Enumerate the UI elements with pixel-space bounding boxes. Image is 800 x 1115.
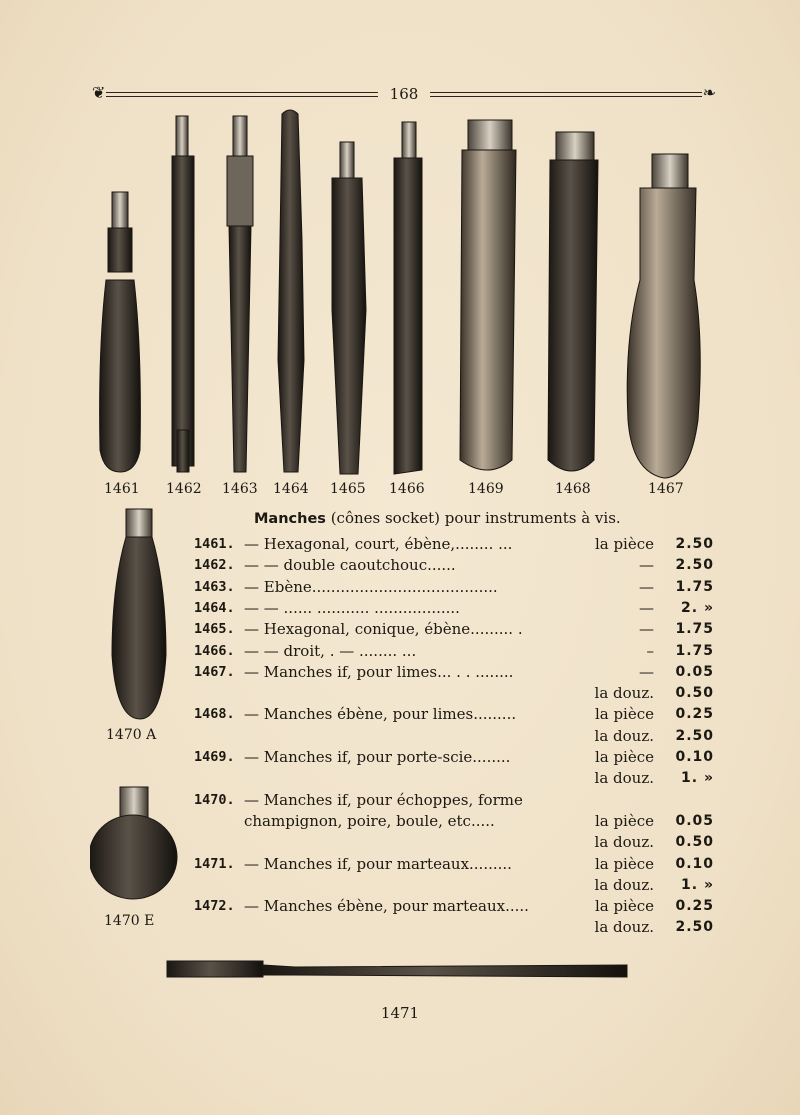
list-item: [194, 854, 714, 875]
side-figures-illustration: [90, 505, 190, 925]
header-rule-right: [430, 92, 702, 97]
figure-label-1470e: 1470 E: [104, 913, 155, 929]
item-unit: —: [639, 620, 654, 639]
handle-1471-illustration: [165, 955, 635, 985]
item-unit: la pièce: [594, 811, 654, 830]
fleuron-icon: ❧: [702, 83, 716, 102]
list-item: [194, 896, 714, 917]
list-item: [194, 917, 714, 938]
item-description: — Manches if, pour marteaux.........: [244, 854, 512, 873]
header-rule-left: [106, 92, 378, 97]
tool-label: 1467: [648, 481, 684, 497]
tool-label: 1463: [222, 481, 258, 497]
item-description: — — droit, . — ........ ...: [244, 641, 417, 660]
handle-1463: [227, 116, 253, 472]
item-number: 1470.: [194, 791, 235, 808]
item-description: — Hexagonal, conique, ébène......... .: [244, 620, 523, 639]
page-number: 168: [389, 85, 419, 103]
item-number: 1467.: [194, 663, 235, 680]
list-item: [194, 641, 714, 662]
item-price: 2.50: [675, 919, 714, 936]
list-item: [194, 555, 714, 576]
list-item: [194, 747, 714, 768]
item-number: 1463.: [194, 578, 235, 595]
handle-1468: [548, 132, 598, 471]
item-description: — Manches if, pour échoppes, forme: [244, 790, 523, 809]
handle-1462: [172, 116, 194, 472]
list-item: [194, 683, 714, 704]
item-unit: la douz.: [594, 918, 654, 937]
list-item: [194, 832, 714, 853]
tool-labels: [0, 481, 800, 501]
list-item: [194, 619, 714, 640]
item-unit: –: [646, 641, 654, 660]
handle-1461: [100, 192, 141, 472]
list-item: [194, 790, 714, 811]
item-price: 0.05: [675, 663, 714, 680]
item-price: 1. »: [681, 876, 714, 893]
item-unit: la douz.: [594, 684, 654, 703]
item-price: 0.25: [675, 706, 714, 723]
item-unit: la pièce: [594, 535, 654, 553]
item-description: — — ...... ........... ..................: [244, 598, 460, 617]
item-unit: la pièce: [594, 748, 654, 766]
handle-1467: [627, 154, 700, 478]
handle-1464: [278, 110, 304, 472]
heading-bold: Manches: [254, 511, 326, 527]
list-item: [194, 577, 714, 598]
item-number: 1461.: [194, 536, 235, 552]
item-number: 1466.: [194, 642, 235, 659]
item-unit: la pièce: [594, 854, 654, 873]
item-description: — Manches ébène, pour limes.........: [244, 705, 517, 724]
item-price: 2.50: [675, 557, 714, 574]
figure-label-1470a: 1470 A: [106, 727, 157, 743]
item-unit: la douz.: [594, 833, 654, 852]
item-number: 1468.: [194, 706, 235, 723]
item-description: — — double caoutchouc......: [244, 556, 456, 575]
handle-1469: [460, 120, 516, 470]
list-item: [194, 534, 714, 555]
item-price: 0.25: [675, 898, 714, 915]
tool-label: 1466: [389, 481, 425, 497]
item-unit: la douz.: [594, 769, 654, 788]
item-number: 1471.: [194, 855, 235, 872]
section-heading: [254, 508, 621, 530]
handle-1470A-body: [112, 509, 166, 719]
item-price: 2. »: [681, 599, 714, 616]
handle-1465: [332, 142, 366, 474]
list-item: [194, 704, 714, 725]
item-description: — Ebène.......................................: [244, 577, 498, 596]
item-price: 2.50: [675, 536, 714, 552]
item-unit: la pièce: [594, 705, 654, 724]
list-item: [194, 768, 714, 789]
item-unit: —: [639, 577, 654, 596]
item-unit: —: [639, 598, 654, 617]
item-number: 1472.: [194, 898, 235, 915]
item-unit: la pièce: [594, 897, 654, 916]
item-number: 1469.: [194, 749, 235, 765]
item-unit: —: [639, 556, 654, 575]
item-description: — Manches if, pour porte-scie........: [244, 748, 511, 766]
item-description: champignon, poire, boule, etc.....: [244, 811, 495, 830]
list-item: [194, 875, 714, 896]
tool-label: 1462: [166, 481, 202, 497]
item-price: 1.75: [675, 642, 714, 659]
tool-label: 1469: [468, 481, 504, 497]
list-item: [194, 662, 714, 683]
item-unit: la douz.: [594, 726, 654, 745]
list-item: [194, 811, 714, 832]
figure-number: 1471: [380, 1004, 420, 1022]
tool-label: 1461: [104, 481, 140, 497]
item-unit: la douz.: [594, 875, 654, 894]
item-description: — Manches ébène, pour marteaux.....: [244, 897, 529, 916]
item-price: 1.75: [675, 621, 714, 638]
item-price: 0.50: [675, 834, 714, 851]
item-unit: —: [639, 662, 654, 681]
item-description: — Manches if, pour limes... . . ........: [244, 662, 514, 681]
item-price: 0.50: [675, 685, 714, 702]
list-item: [194, 598, 714, 619]
item-number: 1462.: [194, 557, 235, 574]
tool-label: 1464: [273, 481, 309, 497]
tool-handles-illustration: [0, 100, 800, 500]
tool-label: 1465: [330, 481, 366, 497]
tool-label: 1468: [555, 481, 591, 497]
handle-1470E-body: [90, 787, 177, 899]
item-price: 1.75: [675, 578, 714, 595]
item-number: 1464.: [194, 599, 235, 616]
list-item: [194, 726, 714, 747]
item-price: 1. »: [681, 770, 714, 787]
item-description: — Hexagonal, court, ébène,........ ...: [244, 535, 513, 553]
item-price: 0.05: [675, 812, 714, 829]
item-price: 2.50: [675, 727, 714, 744]
fleuron-icon: ❦: [92, 83, 106, 102]
item-price: 0.10: [675, 749, 714, 765]
item-price: 0.10: [675, 855, 714, 872]
handle-1466: [394, 122, 422, 474]
item-number: 1465.: [194, 621, 235, 638]
heading-text: (cônes socket) pour instruments à vis.: [325, 509, 621, 527]
